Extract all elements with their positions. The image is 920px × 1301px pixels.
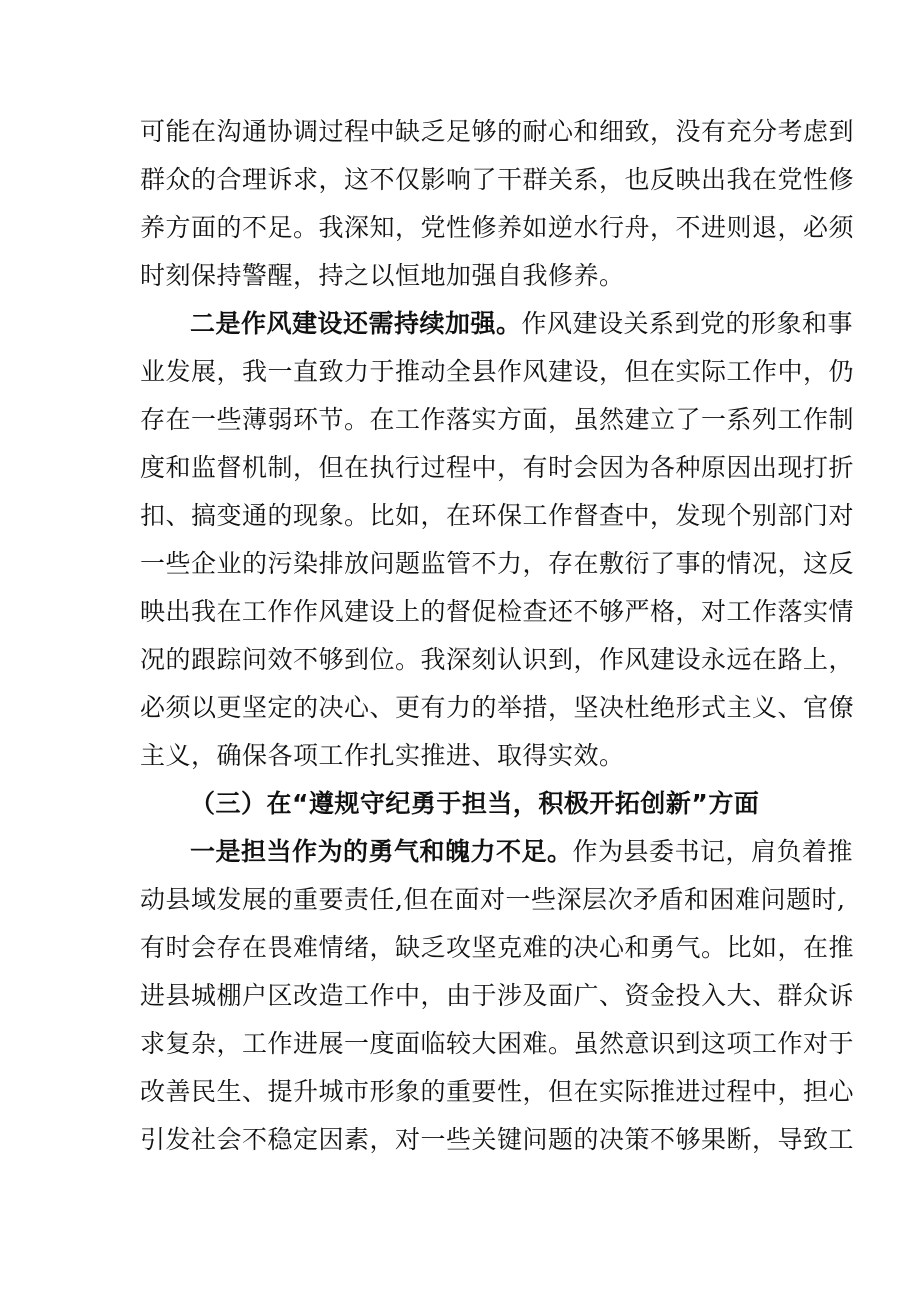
paragraph-1-line-1: 可能在沟通协调过程中缺乏足够的耐心和细致，没有充分考虑到 (140, 117, 855, 146)
paragraph-3-line-1 (190, 828, 854, 876)
paragraph-2-line-1 (190, 300, 854, 348)
paragraph-3-line-4: 进县城棚户区改造工作中，由于涉及面广、资金投入大、群众诉 (140, 981, 855, 1010)
paragraph-2-line-10: 主义，确保各项工作扎实推进、取得实效。 (140, 741, 625, 770)
paragraph-3-line-5: 求复杂，工作进展一度面临较大困难。虽然意识到这项工作对于 (140, 1029, 855, 1058)
paragraph-2-line-7: 映出我在工作作风建设上的督促检查还不够严格，对工作落实情 (140, 597, 855, 626)
paragraph-3-line-1-text: 作为县委书记，肩负着推 (572, 837, 854, 866)
paragraph-3-line-2: 动县域发展的重要责任,但在面对一些深层次矛盾和困难问题时, (140, 885, 846, 914)
paragraph-2-line-6: 一些企业的污染排放问题监管不力，存在敷衍了事的情况，这反 (140, 549, 855, 578)
paragraph-2-line-4: 度和监督机制，但在执行过程中，有时会因为各种原因出现打折 (140, 453, 855, 482)
paragraph-3-lead: 一是担当作为的勇气和魄力不足。 (190, 837, 573, 866)
paragraph-3-line-6: 改善民生、提升城市形象的重要性，但在实际推进过程中，担心 (140, 1077, 855, 1106)
paragraph-2-line-8: 况的跟踪问效不够到位。我深刻认识到，作风建设永远在路上， (140, 645, 855, 674)
paragraph-2-line-1-text: 作风建设关系到党的形象和事 (521, 309, 854, 338)
paragraph-1-line-4: 时刻保持警醒，持之以恒地加强自我修养。 (140, 261, 625, 290)
paragraph-1-line-2: 群众的合理诉求，这不仅影响了干群关系，也反映出我在党性修 (140, 165, 855, 194)
paragraph-3-line-3: 有时会存在畏难情绪，缺乏攻坚克难的决心和勇气。比如，在推 (140, 933, 855, 962)
section-heading: （三）在“遵规守纪勇于担当，积极开拓创新”方面 (190, 789, 760, 818)
paragraph-2-line-2: 业发展，我一直致力于推动全县作风建设，但在实际工作中，仍 (140, 357, 855, 386)
paragraph-2-line-9: 必须以更坚定的决心、更有力的举措，坚决杜绝形式主义、官僚 (140, 693, 855, 722)
paragraph-2-lead: 二是作风建设还需持续加强。 (190, 309, 522, 338)
paragraph-2-line-3: 存在一些薄弱环节。在工作落实方面，虽然建立了一系列工作制 (140, 405, 855, 434)
paragraph-3-line-7: 引发社会不稳定因素，对一些关键问题的决策不够果断，导致工 (140, 1125, 855, 1154)
paragraph-2-line-5: 扣、搞变通的现象。比如，在环保工作督查中，发现个别部门对 (140, 501, 855, 530)
paragraph-1-line-3: 养方面的不足。我深知，党性修养如逆水行舟，不进则退，必须 (140, 213, 855, 242)
